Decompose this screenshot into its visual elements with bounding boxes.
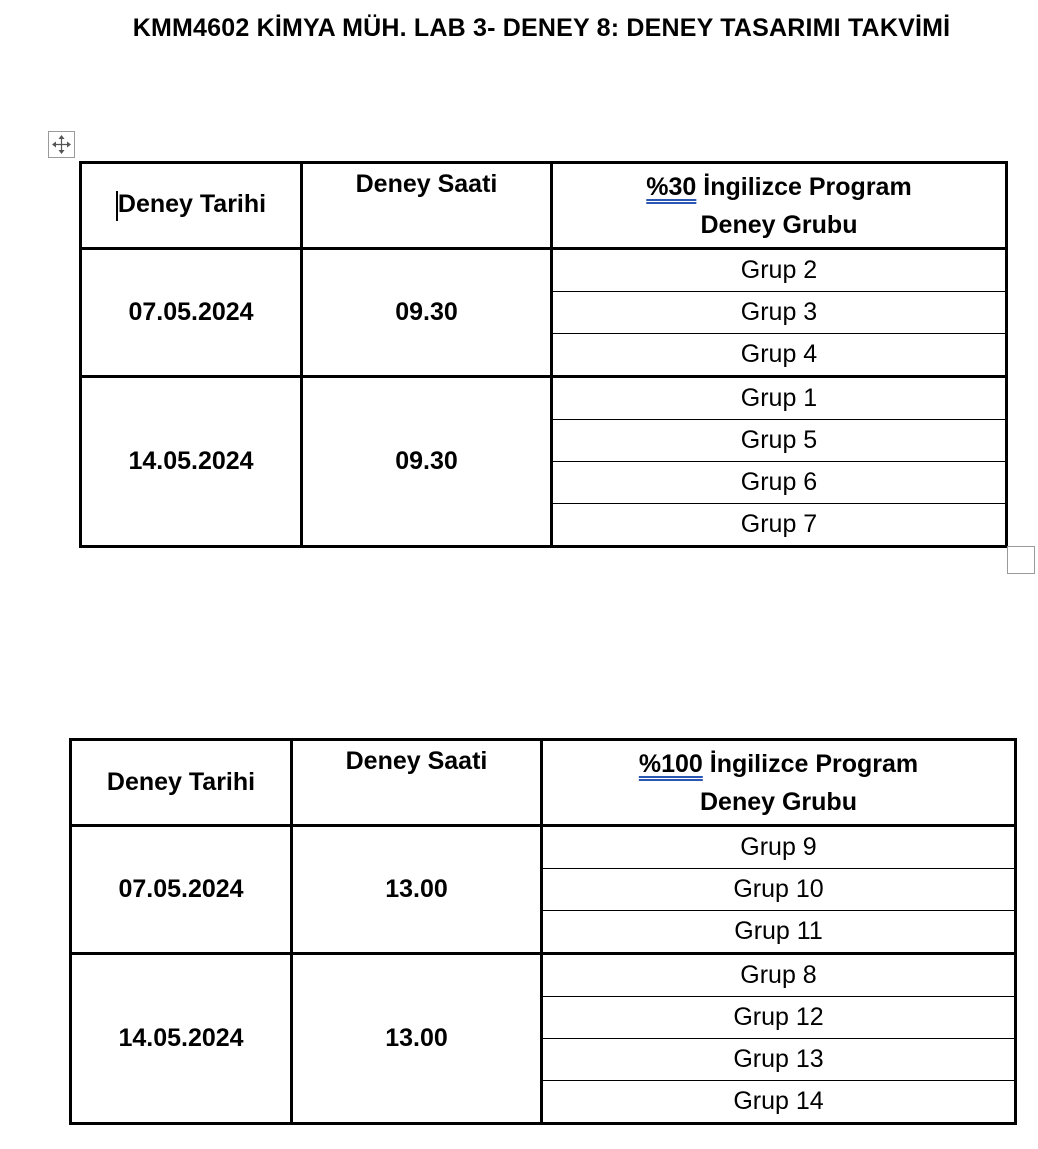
date-cell[interactable]: 07.05.2024 <box>71 826 292 954</box>
group-cell[interactable]: Grup 11 <box>542 911 1016 954</box>
date-cell[interactable]: 07.05.2024 <box>81 249 302 377</box>
group-cell[interactable]: Grup 10 <box>542 869 1016 911</box>
time-cell[interactable]: 13.00 <box>292 954 542 1124</box>
document-title: KMM4602 KİMYA MÜH. LAB 3- DENEY 8: DENEY TASARIMI TAKVİMİ <box>132 14 951 42</box>
table-row <box>71 826 1016 869</box>
date-cell[interactable]: 14.05.2024 <box>81 377 302 547</box>
schedule-table-30 <box>79 161 1008 548</box>
header-date[interactable]: Deney Tarihi <box>81 163 302 249</box>
time-cell[interactable]: 09.30 <box>302 249 552 377</box>
time-cell[interactable]: 13.00 <box>292 826 542 954</box>
table-row <box>81 249 1007 292</box>
header-group-percent: %100 <box>638 749 703 778</box>
header-group-percent: %30 <box>646 172 697 201</box>
header-time[interactable]: Deney Saati <box>292 740 542 826</box>
group-cell[interactable]: Grup 12 <box>542 997 1016 1039</box>
move-arrows-icon <box>51 134 72 155</box>
schedule-table-100 <box>69 738 1017 1125</box>
table-move-handle[interactable] <box>48 131 75 158</box>
group-cell[interactable]: Grup 3 <box>552 292 1007 334</box>
group-cell[interactable]: Grup 6 <box>552 462 1007 504</box>
group-cell[interactable]: Grup 7 <box>552 504 1007 547</box>
time-cell[interactable]: 09.30 <box>302 377 552 547</box>
group-cell[interactable]: Grup 2 <box>552 249 1007 292</box>
table-row <box>81 377 1007 420</box>
group-cell[interactable]: Grup 1 <box>552 377 1007 420</box>
header-time[interactable]: Deney Saati <box>302 163 552 249</box>
table-header-row <box>81 163 1007 249</box>
group-cell[interactable]: Grup 8 <box>542 954 1016 997</box>
group-cell[interactable]: Grup 5 <box>552 420 1007 462</box>
group-cell[interactable]: Grup 9 <box>542 826 1016 869</box>
group-cell[interactable]: Grup 13 <box>542 1039 1016 1081</box>
table-resize-handle[interactable] <box>1007 546 1035 574</box>
date-cell[interactable]: 14.05.2024 <box>71 954 292 1124</box>
table-header-row <box>71 740 1016 826</box>
group-cell[interactable]: Grup 14 <box>542 1081 1016 1124</box>
group-cell[interactable]: Grup 4 <box>552 334 1007 377</box>
header-group[interactable]: %100 İngilizce Program Deney Grubu <box>542 740 1016 826</box>
table-row <box>71 954 1016 997</box>
header-date[interactable]: Deney Tarihi <box>71 740 292 826</box>
header-group[interactable]: %30 İngilizce Program Deney Grubu <box>552 163 1007 249</box>
